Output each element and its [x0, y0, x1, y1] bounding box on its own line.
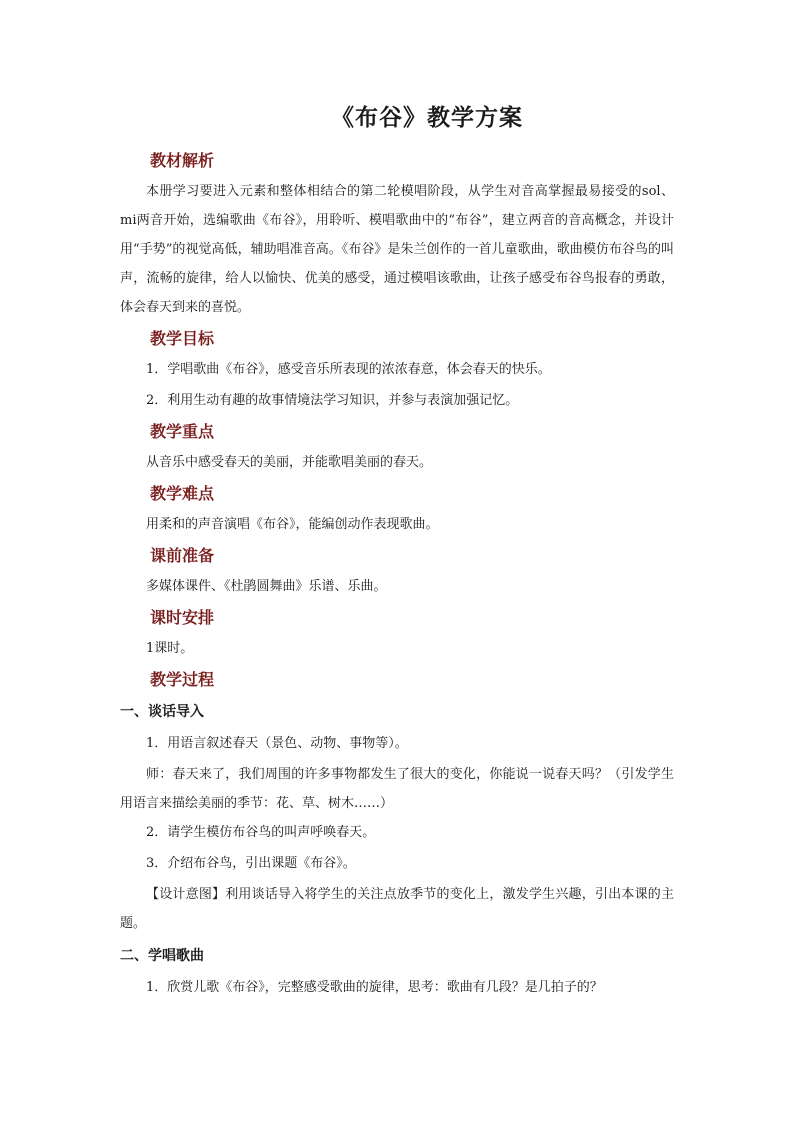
section-heading-analysis: 教材解析: [150, 151, 215, 170]
goal-item-2: 2．利用生动有趣的故事情境法学习知识，并参与表演加强记忆。: [146, 393, 519, 408]
process-part1-item-3: 3．介绍布谷鸟，引出课题《布谷》。: [146, 856, 356, 871]
section-heading-process: 教学过程: [150, 670, 215, 689]
process-part1-heading: 一、谈话导入: [120, 704, 204, 720]
section-heading-schedule: 课时安排: [150, 608, 215, 627]
goal-item-1: 1．学唱歌曲《布谷》，感受音乐所表现的浓浓春意，体会春天的快乐。: [146, 362, 551, 377]
process-part1-teacher-dialogue: 师：春天来了，我们周围的许多事物都发生了很大的变化，你能说一说春天吗？（引发学生用语言来描绘美丽的季节：花、草、树木……）: [120, 767, 674, 811]
process-part1-design-intent: 【设计意图】利用谈话导入将学生的关注点放季节的变化上，激发学生兴趣，引出本课的主题。: [120, 887, 674, 931]
section-heading-key-points: 教学重点: [150, 422, 215, 441]
document-title: 《布谷》教学方案: [331, 104, 523, 131]
section-heading-goals: 教学目标: [150, 329, 215, 348]
process-part1-item-1: 1．用语言叙述春天（景色、动物、事物等）。: [146, 736, 408, 751]
difficulties-text: 用柔和的声音演唱《布谷》，能编创动作表现歌曲。: [146, 517, 439, 532]
section-heading-difficulties: 教学难点: [150, 484, 215, 503]
process-part2-heading: 二、学唱歌曲: [120, 948, 204, 964]
preparation-text: 多媒体课件、《杜鹃圆舞曲》乐谱、乐曲。: [146, 579, 387, 594]
process-part2-item-1: 1．欣赏儿歌《布谷》，完整感受歌曲的旋律，思考：歌曲有几段？是几拍子的？: [146, 980, 603, 995]
key-points-text: 从音乐中感受春天的美丽，并能歌唱美丽的春天。: [146, 455, 433, 470]
analysis-paragraph: 本册学习要进入元素和整体相结合的第二轮模唱阶段，从学生对音高掌握最易接受的sol、mi两音开始，选编歌曲《布谷》，用聆听、模唱歌曲中的“布谷”，建立两音的音高概念，并设计用“手势”的视觉高低，辅助唱准音高。《布谷》是朱兰创作的一首儿童歌曲，歌曲模仿布谷鸟的叫声，流畅的旋律，给人以愉快、优美的感受，通过模唱该歌曲，让孩子感受布谷鸟报春的勇敢，体会春天到来的喜悦。: [120, 184, 674, 315]
section-heading-preparation: 课前准备: [150, 546, 215, 565]
process-part1-item-2: 2．请学生模仿布谷鸟的叫声呼唤春天。: [146, 825, 376, 840]
schedule-text: 1课时。: [146, 641, 194, 656]
